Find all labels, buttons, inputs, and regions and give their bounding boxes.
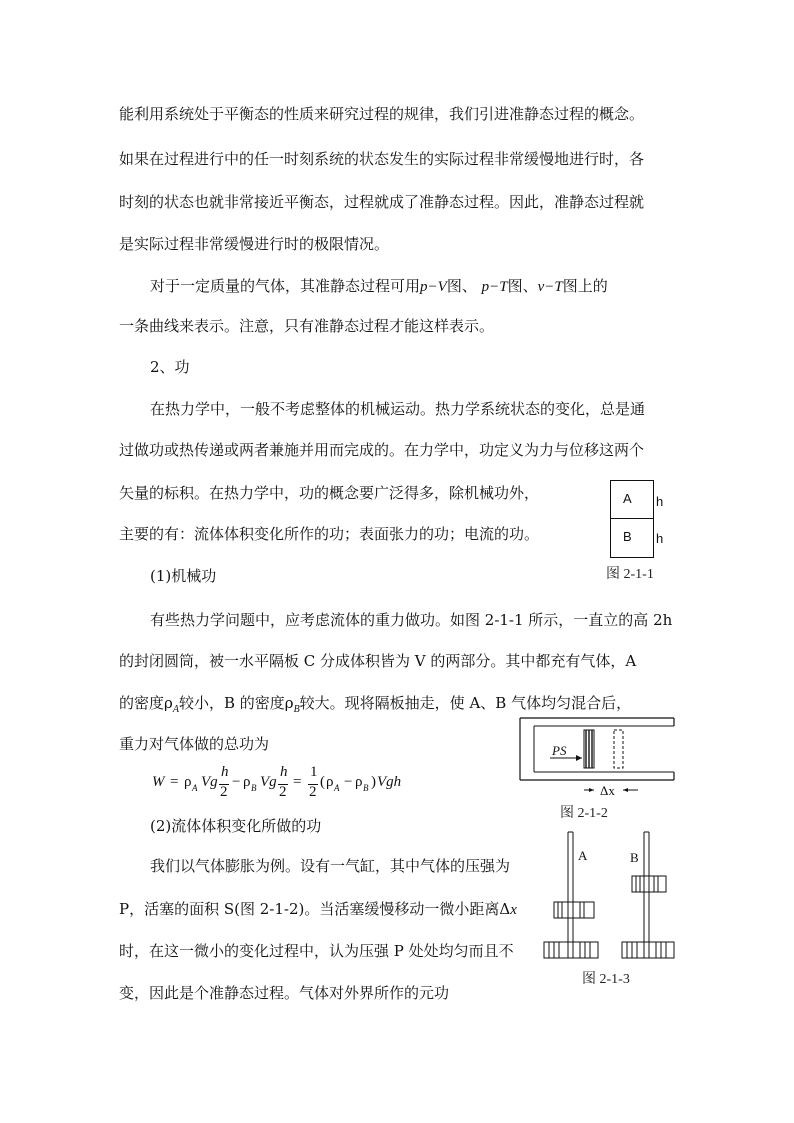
force-arrowhead: [576, 755, 582, 761]
math-op: −: [489, 279, 500, 295]
formula-subscript: A: [192, 783, 198, 793]
formula-symbol: ρ: [184, 774, 192, 790]
tube-b-label: B: [630, 850, 639, 865]
paragraph-line: 重力对气体做的总功为: [119, 735, 270, 753]
paragraph-line: [119, 899, 517, 920]
subsection-heading: (1)机械功: [150, 567, 217, 585]
formula-symbol: =: [293, 774, 302, 790]
formula-symbol: (: [320, 774, 325, 790]
cylinder-figure: [610, 480, 654, 558]
tube-a: [544, 832, 598, 958]
paragraph-line: 有些热力学问题中，应考虑流体的重力做功。如图 2-1-1 所示，一直立的高 2h: [150, 611, 673, 629]
paragraph-line: 能利用系统处于平衡态的性质来研究过程的规律，我们引进准静态过程的概念。: [119, 105, 645, 123]
figure-caption: 图 2-1-2: [560, 806, 608, 821]
text-run: 的密度ρ: [119, 694, 173, 712]
chamber-a-label: A: [623, 491, 632, 506]
chamber-b-label: B: [623, 529, 632, 544]
paragraph-line: 一条曲线来表示。注意，只有准静态过程才能这样表示。: [119, 317, 495, 335]
partition-line: [611, 518, 653, 519]
figure-caption: 图 2-1-3: [582, 972, 630, 987]
math-var: ν: [537, 279, 545, 295]
math-op: −: [427, 279, 438, 295]
paragraph-line: 是实际过程非常缓慢进行时的极限情况。: [119, 235, 390, 253]
paragraph-line: 变，因此是个准静态过程。气体对外界所作的元功: [119, 984, 450, 1002]
paragraph-line: 的封闭圆筒，被一水平隔板 C 分成体积皆为 V 的两部分。其中都充有气体，A: [119, 652, 637, 670]
formula-symbol: ρ: [243, 774, 251, 790]
paragraph-line: 如果在过程进行中的任一时刻系统的状态发生的实际过程非常缓慢地进行时，各: [119, 150, 645, 168]
math-var: p: [481, 279, 490, 295]
formula-symbol: −: [232, 774, 241, 790]
dimension-arrowhead: [589, 788, 594, 792]
math-var: T: [499, 279, 508, 295]
force-label: PS: [552, 743, 567, 758]
tube-b: [622, 832, 674, 958]
text-run: 较小，B 的密度ρ: [178, 694, 294, 712]
paragraph-line: [150, 276, 608, 297]
formula-symbol: ρ: [326, 774, 334, 790]
subscript: A: [172, 704, 179, 715]
text-run: 图、: [446, 277, 477, 295]
math-var: p: [420, 279, 428, 295]
formula-symbol: 1: [310, 764, 318, 780]
formula-symbol: 2: [220, 784, 228, 800]
paragraph-line: 矢量的标积。在热力学中，功的概念要广泛得多，除机械功外，: [119, 484, 540, 502]
formula-symbol: Vg: [260, 774, 277, 790]
dimension-arrowhead: [623, 788, 628, 792]
math-op: −: [544, 279, 555, 295]
formula-symbol: Vg: [201, 774, 218, 790]
text-run: P，活塞的面积 S(图 2-1-2)。当活塞缓慢移动一微小距离Δ: [119, 900, 511, 918]
text-run: 较大。现将隔板抽走，使 A、B 气体均匀混合后，: [299, 694, 632, 712]
subscript: B: [293, 704, 300, 715]
paragraph-line: 主要的有：流体体积变化所作的功；表面张力的功；电流的功。: [119, 525, 540, 543]
formula-subscript: A: [334, 783, 340, 793]
paragraph-line: [119, 693, 631, 720]
formula-symbol: 2: [279, 784, 287, 800]
formula-symbol: Vgh: [377, 774, 402, 790]
math-var: V: [437, 279, 447, 295]
formula-subscript: B: [363, 783, 369, 793]
math-var: T: [554, 279, 563, 295]
tube-figure: [538, 830, 678, 970]
formula-symbol: W: [152, 774, 165, 790]
math-var: x: [510, 902, 517, 918]
height-label: h: [656, 494, 664, 509]
paragraph-line: 过做功或热传递或两者兼施并用而完成的。在力学中，功定义为力与位移这两个: [119, 441, 645, 459]
paragraph-line: 我们以气体膨胀为例。设有一气缸，其中气体的压强为: [150, 857, 511, 875]
section-heading: 2、功: [150, 358, 190, 376]
figure-caption: 图 2-1-1: [606, 567, 654, 582]
tube-a-label: A: [578, 848, 588, 863]
text-run: 图上的: [562, 277, 608, 295]
formula-symbol: −: [344, 774, 353, 790]
formula-subscript: B: [251, 783, 257, 793]
height-label: h: [656, 531, 664, 546]
paragraph-line: 时刻的状态也就非常接近平衡态，过程就成了准静态过程。因此，准静态过程就: [119, 193, 645, 211]
paragraph-line: 在热力学中，一般不考虑整体的机械运动。热力学系统状态的变化，总是通: [150, 400, 646, 418]
text-run: 图、: [507, 277, 538, 295]
displaced-piston: [614, 730, 623, 768]
formula-symbol: h: [280, 764, 288, 780]
formula-symbol: 2: [309, 784, 317, 800]
paragraph-line: 时，在这一微小的变化过程中，认为压强 P 处处均匀而且不: [119, 942, 514, 960]
formula-symbol: h: [221, 764, 229, 780]
formula-symbol: ): [371, 774, 376, 790]
subsection-heading: (2)流体体积变化所做的功: [150, 817, 322, 835]
displacement-label: Δx: [600, 783, 615, 798]
formula-symbol: =: [170, 774, 179, 790]
formula-symbol: ρ: [355, 774, 363, 790]
text-run: 对于一定质量的气体，其准静态过程可用: [150, 277, 421, 295]
